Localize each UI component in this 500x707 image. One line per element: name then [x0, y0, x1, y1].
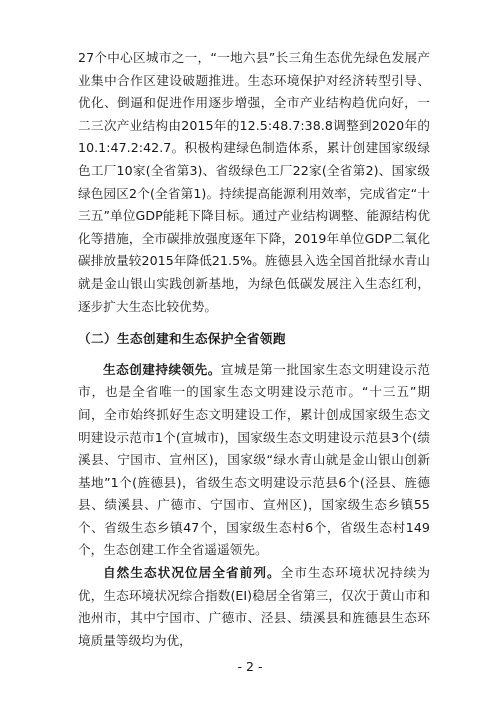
section-heading: （二）生态创建和生态保护全省领跑 — [78, 331, 286, 347]
body-paragraph-1 — [78, 47, 430, 318]
paragraph-2-text: 宣城是第一批国家生态文明建设示范市，也是全省唯一的国家生态文明建设示范市。“十三五”期间，全市始终抓好生态文明建设工作，累计创成国家级生态文明建设示范市1个(宣城市)，国家级生态文明建设示范县3个(绩溪县、宁国市、宣州区)，国家级“绿水青山就是金山银山创新基地”1个(旌德县)，省级生态文明建设示范县6个(泾县、旌德县、绩溪县、广德市、宁国市、宣州区)，国家级生态乡镇55个、省级生态乡镇47个，国家级生态村6个，省级生态村149个，生态创建工作全省遥遥领先。 — [78, 361, 430, 558]
body-paragraph-2 — [78, 359, 430, 562]
paragraph-2-lead: 生态创建持续领先。 — [103, 361, 221, 377]
paragraph-1-text: 27个中心区城市之一，“一地六县”长三角生态优先绿色发展产业集中合作区建设破题推进。生态环境保护对经济转型引导、优化、倒逼和促进作用逐步增强，全市产业结构趋优向好，一二三次产业结构由2015年的12.5:48.7:38.8调整到2020年的10.1:47.2:42.7。积极构建绿色制造体系，累计创建国家级绿色工厂10家(全省第3)、省级绿色工厂22家(全省第2)、国家级绿色园区2个(全省第1)。持续提高能源利用效率，完成省定“十三五”单位GDP能耗下降目标。通过产业结构调整、能源结构优化等措施，全市碳排放强度逐年下降，2019年单位GDP二氧化碳排放量较2015年降低21.5%。旌德县入选全国首批绿水青山就是金山银山实践创新基地，为绿色低碳发展注入生态红利，逐步扩大生态比较优势。 — [78, 50, 430, 314]
paragraph-3-lead: 自然生态状况位居全省前列。 — [103, 565, 281, 581]
document-body — [78, 47, 430, 652]
body-paragraph-3 — [78, 562, 430, 652]
paragraph-3-text: 全市生态环境状况持续为优，生态环境状况综合指数(EI)稳居全省第三，仅次于黄山市和池州市，其中宁国市、广德市、泾县、绩溪县和旌德县生态环境质量等级均为优， — [78, 565, 430, 648]
page-number: - 2 - — [237, 659, 263, 674]
